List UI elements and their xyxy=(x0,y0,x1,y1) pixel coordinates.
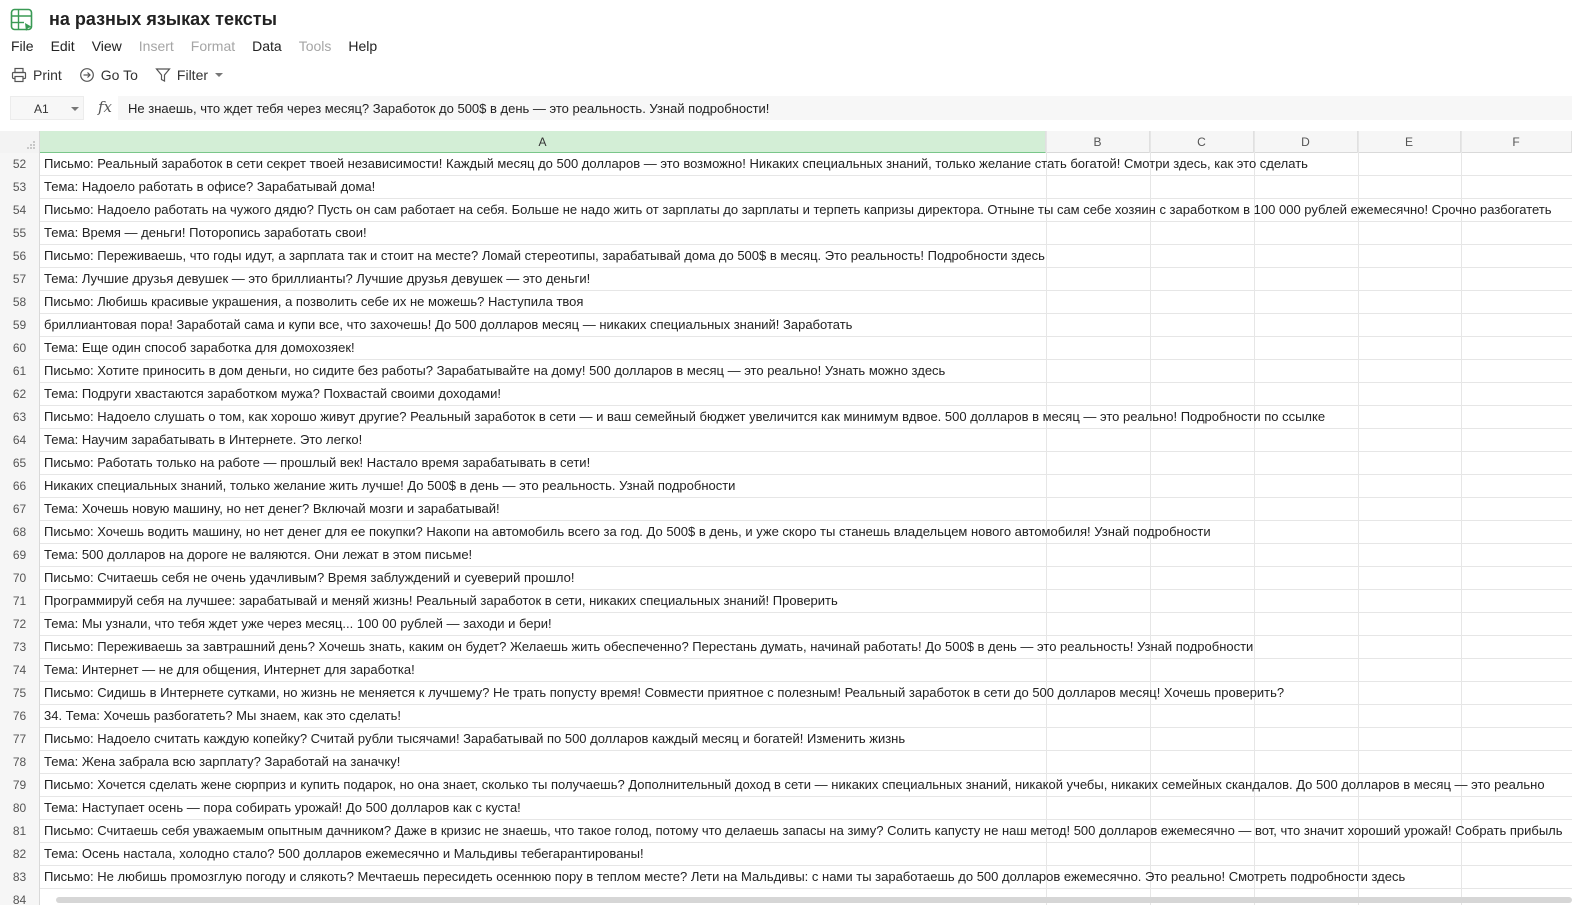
table-row xyxy=(0,429,1572,452)
table-row xyxy=(0,544,1572,567)
formula-bar xyxy=(0,95,1572,123)
chevron-down-icon xyxy=(215,73,223,77)
corner-dots-icon xyxy=(0,131,40,153)
row-header[interactable]: 80 xyxy=(0,797,40,820)
cell-a[interactable]: Тема: Время — деньги! Поторопись заработать свои! xyxy=(44,225,367,240)
column-header-f[interactable]: F xyxy=(1461,131,1572,153)
cell-a[interactable]: Тема: Хочешь новую машину, но нет денег? Включай мозги и зарабатывай! xyxy=(44,501,500,516)
menu-file[interactable]: File xyxy=(11,38,34,54)
cell-a[interactable]: Письмо: Реальный заработок в сети секрет твоей независимости! Каждый месяц до 500 долларов — это возможно! Никаких специальных знаний, только желание стать богатой! Смотри здесь, как это сделать xyxy=(44,156,1308,171)
row-header[interactable]: 53 xyxy=(0,176,40,199)
table-row xyxy=(0,567,1572,590)
cell-a[interactable]: Письмо: Надоело слушать о том, как хорошо живут другие? Реальный заработок в сети — и ваш семейный бюджет увеличится как минимум вдвое. 500 долларов в месяц — это реально! Подробности по ссылке xyxy=(44,409,1326,424)
row-header[interactable]: 68 xyxy=(0,521,40,544)
horizontal-scrollbar[interactable] xyxy=(56,897,1572,903)
cell-a[interactable]: Тема: Лучшие друзья девушек — это бриллианты? Лучшие друзья девушек — это деньги! xyxy=(44,271,591,286)
table-row xyxy=(0,521,1572,544)
filter-button[interactable] xyxy=(155,67,223,83)
row-header[interactable]: 73 xyxy=(0,636,40,659)
cell-a[interactable]: Письмо: Надоело работать на чужого дядю? Пусть он сам работает на себя. Больше не надо жить от зарплаты до зарплаты и терпеть капризы директора. Отныне ты сам себе хозяин с заработком в 100 000 рублей ежемесячно! Срочно разбогатеть xyxy=(44,202,1552,217)
cell-a[interactable]: Тема: Мы узнали, что тебя ждет уже через месяц... 100 00 рублей — заходи и бери! xyxy=(44,616,552,631)
cell-a[interactable]: Письмо: Любишь красивые украшения, а позволить себе их не можешь? Наступила твоя xyxy=(44,294,584,309)
column-header-b[interactable]: B xyxy=(1046,131,1150,153)
menu-insert: Insert xyxy=(138,38,174,54)
row-header[interactable]: 57 xyxy=(0,268,40,291)
table-row xyxy=(0,153,1572,176)
cell-a[interactable]: Тема: 500 долларов на дороге не валяются. Они лежат в этом письме! xyxy=(44,547,473,562)
table-row xyxy=(0,452,1572,475)
cell-a[interactable]: Тема: Подруги хвастаются заработком мужа? Похвастай своими доходами! xyxy=(44,386,501,401)
row-header[interactable]: 72 xyxy=(0,613,40,636)
print-label: Print xyxy=(33,67,62,83)
row-header[interactable]: 74 xyxy=(0,659,40,682)
cell-a[interactable]: Письмо: Считаешь себя уважаемым опытным дачником? Даже в кризис не знаешь, что такое голод, потому что делаешь запасы на зиму? Солить капусту не наш метод! 500 долларов ежемесячно — вот, что значит хороший урожай! Собрать прибыль xyxy=(44,823,1563,838)
menu-help[interactable]: Help xyxy=(348,38,378,54)
goto-label: Go To xyxy=(100,67,138,83)
column-header-e[interactable]: E xyxy=(1358,131,1461,153)
row-header[interactable]: 76 xyxy=(0,705,40,728)
table-row xyxy=(0,360,1572,383)
toolbar xyxy=(0,64,229,86)
cell-a[interactable]: Письмо: Хотите приносить в дом деньги, но сидите без работы? Зарабатывайте на дому! 500 долларов в месяц — это реально! Узнать можно здесь xyxy=(44,363,946,378)
row-header[interactable]: 75 xyxy=(0,682,40,705)
cell-a[interactable]: Тема: Научим зарабатывать в Интернете. Это легко! xyxy=(44,432,363,447)
goto-button[interactable] xyxy=(79,67,138,83)
row-header[interactable]: 70 xyxy=(0,567,40,590)
table-row xyxy=(0,176,1572,199)
table-row xyxy=(0,337,1572,360)
row-header[interactable]: 61 xyxy=(0,360,40,383)
row-header[interactable]: 64 xyxy=(0,429,40,452)
row-header[interactable]: 83 xyxy=(0,866,40,889)
filter-funnel-icon xyxy=(155,67,171,83)
table-row xyxy=(0,498,1572,521)
cell-a[interactable]: Письмо: Хочешь водить машину, но нет денег для ее покупки? Накопи на автомобиль всего за год. До 500$ в день, и уже скоро ты станешь владельцем нового автомобиля! Узнай подробности xyxy=(44,524,1211,539)
cell-a[interactable]: Тема: Еще один способ заработка для домохозяек! xyxy=(44,340,355,355)
column-header-a[interactable]: A xyxy=(40,131,1046,153)
table-row xyxy=(0,659,1572,682)
table-row xyxy=(0,222,1572,245)
menu-view[interactable]: View xyxy=(91,38,122,54)
cell-a[interactable]: Письмо: Переживаешь за завтрашний день? Хочешь знать, каким он будет? Желаешь жить обеспеченно? Перестань думать, начинай работать! До 500$ в день — это реальность! Узнай подробности xyxy=(44,639,1254,654)
table-row xyxy=(0,199,1572,222)
table-row xyxy=(0,866,1572,889)
row-header[interactable]: 66 xyxy=(0,475,40,498)
table-row xyxy=(0,314,1572,337)
cell-reference-box[interactable] xyxy=(10,96,84,120)
cell-a[interactable]: Письмо: Не любишь промозглую погоду и слякоть? Мечтаешь пересидеть осеннюю пору в теплом месте? Лети на Мальдивы: с нами ты заработаешь до 500 долларов ежемесячно. Это реально! Смотреть подробности здесь xyxy=(44,869,1406,884)
print-button[interactable] xyxy=(11,67,62,83)
table-row xyxy=(0,268,1572,291)
column-header-d[interactable]: D xyxy=(1254,131,1358,153)
cell-a[interactable]: Тема: Осень настала, холодно стало? 500 долларов ежемесячно и Мальдивы тебегарантированы! xyxy=(44,846,644,861)
cell-a[interactable]: Письмо: Считаешь себя не очень удачливым? Время заблуждений и суеверий прошло! xyxy=(44,570,575,585)
cell-a[interactable]: Письмо: Работать только на работе — прошлый век! Настало время зарабатывать в сети! xyxy=(44,455,591,470)
spreadsheet-grid[interactable] xyxy=(0,131,1572,905)
table-row xyxy=(0,636,1572,659)
menu-edit[interactable]: Edit xyxy=(50,38,75,54)
cell-a[interactable]: бриллиантовая пора! Заработай сама и купи все, что захочешь! До 500 долларов месяц — никаких специальных знаний! Заработать xyxy=(44,317,853,332)
table-row xyxy=(0,475,1572,498)
formula-input[interactable]: Не знаешь, что ждет тебя через месяц? Заработок до 500$ в день — это реальность. Узнай подробности! xyxy=(118,96,1572,120)
document-title[interactable]: на разных языках тексты xyxy=(49,9,277,29)
filter-label: Filter xyxy=(176,67,209,83)
row-header[interactable]: 84 xyxy=(0,889,40,905)
grid-rows xyxy=(0,153,1572,905)
cell-a[interactable]: Программируй себя на лучшее: зарабатывай и меняй жизнь! Реальный заработок в сети, никаких специальных знаний! Проверить xyxy=(44,593,838,608)
cell-a[interactable]: Тема: Наступает осень — пора собирать урожай! До 500 долларов как с куста! xyxy=(44,800,521,815)
table-row xyxy=(0,613,1572,636)
cell-a[interactable]: 34. Тема: Хочешь разбогатеть? Мы знаем, как это сделать! xyxy=(44,708,401,723)
cell-a[interactable]: Никаких специальных знаний, только желание жить лучше! До 500$ в день — это реальность. Узнай подробности xyxy=(44,478,736,493)
row-header[interactable]: 79 xyxy=(0,774,40,797)
column-header-c[interactable]: C xyxy=(1150,131,1254,153)
select-all-corner[interactable] xyxy=(0,131,40,153)
table-row xyxy=(0,245,1572,268)
cell-a[interactable] xyxy=(40,889,44,905)
row-header[interactable]: 81 xyxy=(0,820,40,843)
row-header[interactable]: 55 xyxy=(0,222,40,245)
menu-data[interactable]: Data xyxy=(252,38,282,54)
chevron-down-icon xyxy=(71,107,79,111)
table-row xyxy=(0,590,1572,613)
row-header[interactable]: 60 xyxy=(0,337,40,360)
table-row xyxy=(0,774,1572,797)
title-bar xyxy=(0,0,1572,38)
menu-bar xyxy=(0,36,383,58)
cell-a[interactable]: Письмо: Сидишь в Интернете сутками, но жизнь не меняется к лучшему? Не трать попусту время! Совмести приятное с полезным! Реальный заработок в сети до 500 долларов месяц! Хочешь проверить? xyxy=(44,685,1285,700)
row-header[interactable]: 67 xyxy=(0,498,40,521)
table-row xyxy=(0,797,1572,820)
column-header-row xyxy=(0,131,1572,153)
table-row xyxy=(0,705,1572,728)
spreadsheet-app-icon xyxy=(10,8,34,32)
row-header[interactable]: 54 xyxy=(0,199,40,222)
menu-tools: Tools xyxy=(298,38,332,54)
printer-icon xyxy=(11,67,27,83)
table-row xyxy=(0,291,1572,314)
row-header[interactable]: 69 xyxy=(0,544,40,567)
row-header[interactable]: 71 xyxy=(0,590,40,613)
table-row xyxy=(0,728,1572,751)
cell-a[interactable]: Тема: Надоело работать в офисе? Зарабатывай дома! xyxy=(44,179,376,194)
cell-a[interactable]: Письмо: Хочется сделать жене сюрприз и купить подарок, но она знает, сколько ты получаешь? Дополнительный доход в сети — никаких специальных знаний, никакой учебы, никаких семейных скандалов. До 500 долларов в месяц — это реально xyxy=(44,777,1545,792)
row-header[interactable]: 59 xyxy=(0,314,40,337)
table-row xyxy=(0,751,1572,774)
row-header[interactable]: 52 xyxy=(0,153,40,176)
cell-a[interactable]: Тема: Жена забрала всю зарплату? Заработай на заначку! xyxy=(44,754,401,769)
row-header[interactable]: 58 xyxy=(0,291,40,314)
row-header[interactable]: 65 xyxy=(0,452,40,475)
table-row xyxy=(0,682,1572,705)
fx-icon: fx xyxy=(98,98,113,116)
row-header[interactable]: 62 xyxy=(0,383,40,406)
table-row xyxy=(0,843,1572,866)
table-row xyxy=(0,820,1572,843)
row-header[interactable]: 56 xyxy=(0,245,40,268)
row-header[interactable]: 78 xyxy=(0,751,40,774)
cell-a[interactable]: Тема: Интернет — не для общения, Интернет для заработка! xyxy=(44,662,415,677)
row-header[interactable]: 82 xyxy=(0,843,40,866)
cell-reference-value: A1 xyxy=(34,102,49,116)
table-row xyxy=(0,383,1572,406)
row-header[interactable]: 77 xyxy=(0,728,40,751)
table-row xyxy=(0,406,1572,429)
menu-format: Format xyxy=(190,38,236,54)
goto-arrow-icon xyxy=(79,67,95,83)
cell-a[interactable]: Письмо: Переживаешь, что годы идут, а зарплата так и стоит на месте? Ломай стереотипы, зарабатывай дома до 500$ в месяц. Это реальность! Подробности здесь xyxy=(44,248,1045,263)
cell-a[interactable]: Письмо: Надоело считать каждую копейку? Считай рубли тысячами! Зарабатывай по 500 долларов каждый месяц и богатей! Изменить жизнь xyxy=(44,731,906,746)
row-header[interactable]: 63 xyxy=(0,406,40,429)
